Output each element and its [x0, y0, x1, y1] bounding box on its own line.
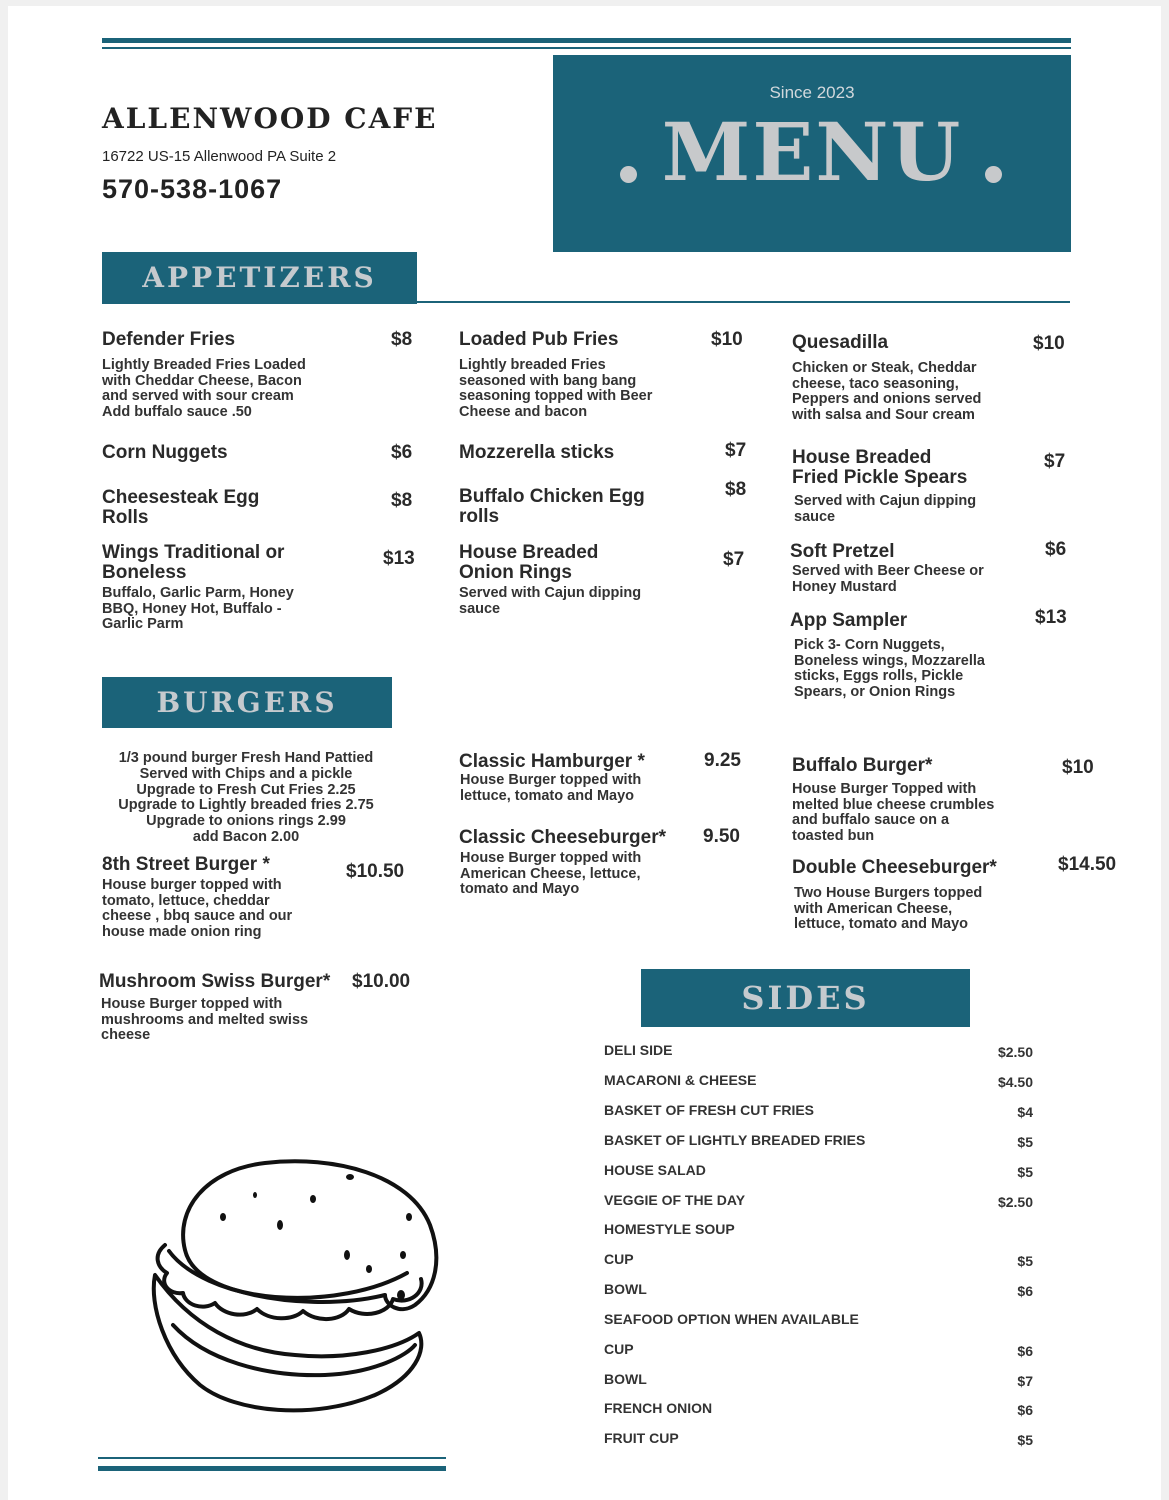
- desc-line: Spears, or Onion Rings: [794, 683, 956, 700]
- side-price: $4.50: [997, 1074, 1033, 1090]
- desc-line: BBQ, Honey Hot, Buffalo -: [102, 600, 282, 617]
- item-name: Corn Nuggets: [102, 442, 228, 463]
- side-price: $4: [1017, 1104, 1033, 1120]
- desc-line: Honey Mustard: [792, 578, 897, 595]
- item-price: $13: [383, 548, 415, 569]
- item-description: [794, 494, 976, 525]
- desc-line: seasoning topped with Beer: [459, 388, 653, 404]
- item-description: [459, 586, 641, 617]
- menu-title: MENU: [661, 105, 963, 199]
- side-price: $5: [1017, 1164, 1033, 1180]
- burgers-intro: [100, 751, 392, 846]
- desc-line: Lightly Breaded Fries Loaded: [102, 357, 306, 373]
- desc-line: Add buffalo sauce .50: [102, 403, 252, 420]
- name-line: Boneless: [102, 562, 187, 583]
- item-description: [102, 878, 292, 940]
- desc-line: Served with Beer Cheese or: [792, 563, 984, 579]
- item-price: $7: [723, 549, 745, 570]
- item-price: $6: [1045, 539, 1067, 560]
- item-description: [794, 886, 982, 933]
- item-price: $7: [1044, 451, 1066, 472]
- appetizers-rule: [417, 301, 1070, 303]
- desc-line: Chicken or Steak, Cheddar: [792, 360, 977, 376]
- side-name: FRENCH ONION: [604, 1400, 713, 1416]
- side-price: $7: [1017, 1373, 1033, 1389]
- item-description: [792, 564, 984, 595]
- since-label: Since 2023: [769, 83, 855, 102]
- item-name: Defender Fries: [102, 329, 236, 350]
- name-line: Buffalo Chicken Egg: [459, 486, 645, 507]
- intro-line: Upgrade to Fresh Cut Fries 2.25: [136, 781, 356, 798]
- intro-line: add Bacon 2.00: [192, 828, 300, 845]
- item-description: [794, 638, 985, 700]
- desc-line: House Burger Topped with: [792, 781, 977, 797]
- item-name: Double Cheeseburger*: [792, 857, 997, 878]
- item-price: 9.50: [703, 826, 740, 847]
- desc-line: House Burger topped with: [460, 772, 642, 788]
- item-price: $10.00: [352, 971, 411, 992]
- sides-banner: [641, 969, 970, 1027]
- menu-title-box: [553, 55, 1071, 252]
- cafe-phone[interactable]: 570-538-1067: [102, 174, 283, 204]
- desc-line: Cheese and bacon: [459, 403, 588, 420]
- side-name: CUP: [604, 1251, 634, 1267]
- bottom-rule-thin: [98, 1457, 446, 1459]
- side-name: HOUSE SALAD: [604, 1162, 706, 1178]
- name-line: Wings Traditional or: [102, 542, 285, 563]
- desc-line: Pick 3- Corn Nuggets,: [794, 637, 945, 653]
- side-name: BASKET OF LIGHTLY BREADED FRIES: [604, 1132, 866, 1148]
- item-name: Classic Hamburger *: [459, 751, 645, 772]
- item-price: $10: [1062, 757, 1094, 778]
- desc-line: American Cheese, lettuce,: [460, 865, 641, 882]
- desc-line: cheese, taco seasoning,: [792, 375, 959, 392]
- sides-title: SIDES: [741, 979, 870, 1017]
- desc-line: Served with Cajun dipping: [459, 585, 642, 601]
- desc-line: Buffalo, Garlic Parm, Honey: [102, 585, 294, 601]
- side-price: $6: [1017, 1283, 1033, 1299]
- item-price: $8: [391, 329, 413, 350]
- side-name: VEGGIE OF THE DAY: [604, 1192, 746, 1208]
- item-description: [460, 851, 641, 898]
- side-name: FRUIT CUP: [604, 1430, 679, 1446]
- item-price: $8: [725, 479, 747, 500]
- desc-line: House Burger topped with: [101, 996, 283, 1012]
- desc-line: house made onion ring: [102, 923, 262, 940]
- item-name: 8th Street Burger *: [102, 854, 270, 875]
- dot-right-icon: [985, 166, 1002, 183]
- name-line: House Breaded: [792, 447, 932, 468]
- item-name: Classic Cheeseburger*: [459, 827, 666, 848]
- cafe-address: 16722 US-15 Allenwood PA Suite 2: [102, 148, 337, 165]
- item-name: [459, 487, 645, 527]
- name-line: House Breaded: [459, 542, 599, 563]
- dot-left-icon: [620, 166, 637, 183]
- intro-line: Upgrade to onions rings 2.99: [146, 813, 346, 830]
- desc-line: Served with Cajun dipping: [794, 493, 977, 509]
- item-description: [459, 358, 652, 420]
- cafe-name: ALLENWOOD CAFE: [102, 102, 438, 135]
- item-name: Soft Pretzel: [790, 541, 895, 562]
- desc-line: Peppers and onions served: [792, 391, 982, 407]
- item-name: App Sampler: [790, 610, 908, 631]
- item-price: $13: [1035, 607, 1067, 628]
- item-name: Loaded Pub Fries: [459, 329, 619, 350]
- desc-line: tomato, lettuce, cheddar: [102, 892, 270, 909]
- desc-line: lettuce, tomato and Mayo: [460, 787, 635, 804]
- desc-line: Boneless wings, Mozzarella: [794, 652, 985, 669]
- name-line: Onion Rings: [459, 562, 572, 583]
- burger-illustration-icon: [145, 1155, 445, 1425]
- side-price: $5: [1017, 1432, 1033, 1448]
- desc-line: cheese: [101, 1027, 151, 1043]
- desc-line: with salsa and Sour cream: [792, 406, 975, 423]
- side-name: BOWL: [604, 1281, 647, 1297]
- desc-line: Lightly breaded Fries: [459, 357, 606, 373]
- item-description: [460, 773, 641, 804]
- desc-line: with Cheddar Cheese, Bacon: [102, 372, 302, 389]
- burgers-banner: [102, 677, 392, 728]
- item-price: $6: [391, 442, 413, 463]
- side-name: BOWL: [604, 1371, 647, 1387]
- burgers-title: BURGERS: [156, 686, 338, 719]
- desc-line: seasoned with bang bang: [459, 372, 637, 389]
- side-name: BASKET OF FRESH CUT FRIES: [604, 1102, 815, 1118]
- desc-line: mushrooms and melted swiss: [101, 1011, 309, 1028]
- desc-line: House Burger topped with: [460, 850, 642, 866]
- top-rule-thin: [102, 47, 1071, 49]
- name-line: Rolls: [102, 507, 149, 528]
- desc-line: House burger topped with: [102, 877, 282, 893]
- intro-line: Served with Chips and a pickle: [139, 765, 353, 782]
- side-name: DELI SIDE: [604, 1042, 673, 1058]
- item-description: [101, 997, 308, 1044]
- item-description: [102, 358, 306, 420]
- side-price: $5: [1017, 1134, 1033, 1150]
- top-rule-thick: [102, 38, 1071, 43]
- side-price: $5: [1017, 1253, 1033, 1269]
- item-name: Quesadilla: [792, 332, 889, 353]
- item-price: $10.50: [346, 861, 405, 882]
- desc-line: sauce: [794, 508, 836, 525]
- desc-line: cheese , bbq sauce and our: [102, 908, 293, 924]
- item-price: $10: [711, 329, 743, 350]
- item-description: [102, 586, 294, 633]
- appetizers-title: APPETIZERS: [142, 261, 377, 294]
- desc-line: sticks, Eggs rolls, Pickle: [794, 668, 964, 684]
- desc-line: and served with sour cream: [102, 388, 294, 404]
- desc-line: sauce: [459, 600, 501, 617]
- item-name: [459, 543, 598, 583]
- item-price: $14.50: [1058, 854, 1117, 875]
- item-description: [792, 782, 994, 844]
- desc-line: and buffalo sauce on a: [792, 812, 950, 828]
- item-price: $7: [725, 440, 747, 461]
- desc-line: Garlic Parm: [102, 616, 184, 632]
- appetizers-banner: [102, 252, 417, 304]
- side-price: $2.50: [997, 1194, 1033, 1210]
- item-name: Mozzerella sticks: [459, 442, 615, 463]
- desc-line: Two House Burgers topped: [794, 885, 983, 901]
- desc-line: with American Cheese,: [794, 900, 953, 917]
- item-price: 9.25: [704, 750, 741, 771]
- name-line: Cheesesteak Egg: [102, 487, 260, 508]
- side-price: $6: [1017, 1343, 1033, 1359]
- item-price: $10: [1033, 333, 1065, 354]
- desc-line: lettuce, tomato and Mayo: [794, 916, 969, 932]
- desc-line: melted blue cheese crumbles: [792, 796, 995, 813]
- side-price: $2.50: [997, 1044, 1033, 1060]
- item-name: Buffalo Burger*: [792, 755, 933, 776]
- item-name: [102, 488, 259, 528]
- desc-line: tomato and Mayo: [460, 881, 580, 897]
- intro-line: Upgrade to Lightly breaded fries 2.75: [118, 797, 374, 814]
- item-name: [792, 448, 967, 488]
- name-line: Fried Pickle Spears: [792, 467, 968, 488]
- item-description: [792, 361, 981, 423]
- bottom-rule-thick: [98, 1466, 446, 1471]
- intro-line: 1/3 pound burger Fresh Hand Pattied: [118, 750, 374, 766]
- side-name: MACARONI & CHEESE: [604, 1072, 757, 1088]
- item-price: $8: [391, 490, 413, 511]
- side-name: HOMESTYLE SOUP: [604, 1221, 735, 1237]
- side-price: $6: [1017, 1402, 1033, 1418]
- item-name: Mushroom Swiss Burger*: [99, 971, 331, 992]
- side-name: SEAFOOD OPTION WHEN AVAILABLE: [604, 1311, 859, 1327]
- desc-line: toasted bun: [792, 827, 875, 844]
- side-name: CUP: [604, 1341, 634, 1357]
- name-line: rolls: [459, 506, 500, 527]
- item-name: [102, 543, 284, 583]
